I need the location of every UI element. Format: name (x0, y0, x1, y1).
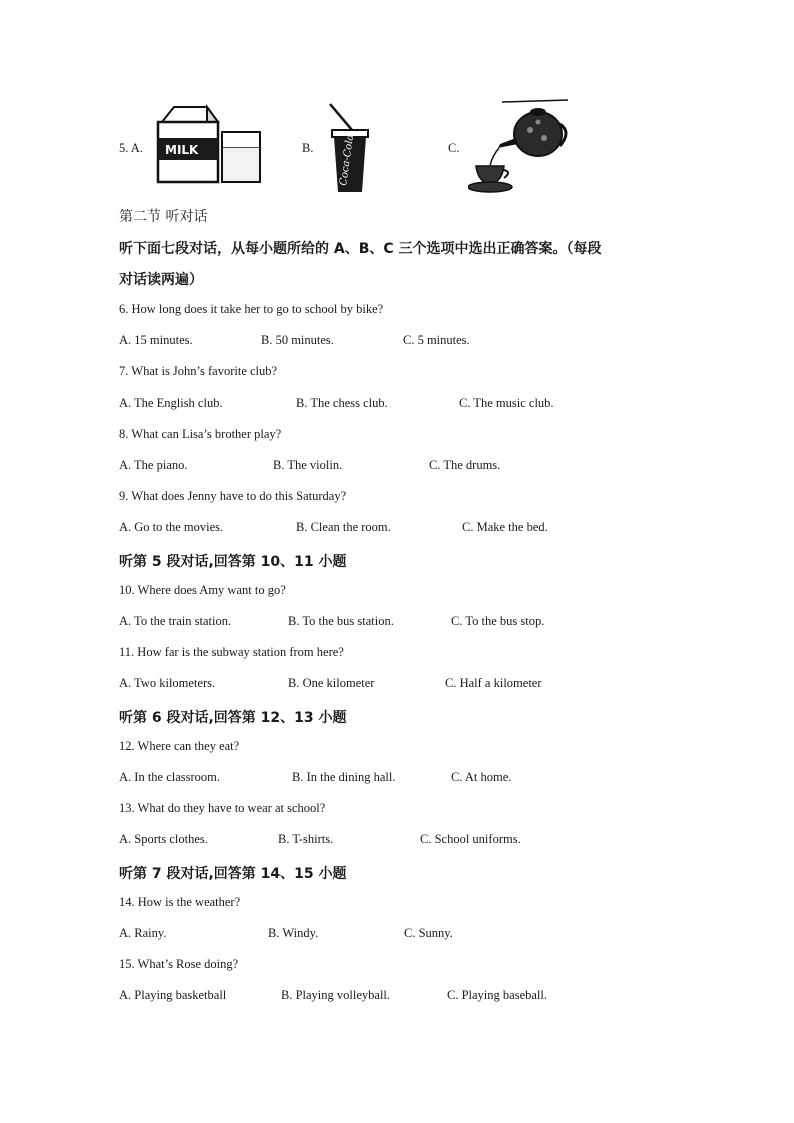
instructions-line-2: 对话读两遍） (119, 272, 203, 288)
option-c: C. The music club. (459, 396, 554, 410)
dialogue-6-heading: 听第 6 段对话,回答第 12、13 小题 (119, 710, 347, 726)
option-c: C. Playing baseball. (447, 988, 547, 1002)
question-text: 13. What do they have to wear at school? (119, 801, 326, 815)
question-text: 6. How long does it take her to go to school by bike? (119, 302, 384, 316)
option-c: C. Sunny. (404, 926, 453, 940)
dialogue-5-heading: 听第 5 段对话,回答第 10、11 小题 (119, 554, 347, 570)
q5-option-a-label: 5. A. (119, 141, 143, 155)
question-text: 11. How far is the subway station from here? (119, 645, 344, 659)
option-c: C. School uniforms. (420, 832, 521, 846)
option-c: C. Half a kilometer (445, 676, 542, 690)
option-a: A. The English club. (119, 396, 223, 410)
question-text: 15. What’s Rose doing? (119, 957, 239, 971)
question-text: 8. What can Lisa’s brother play? (119, 427, 282, 441)
option-a: A. Playing basketball (119, 988, 227, 1002)
instructions-line-1: 听下面七段对话，从每小题所给的 A、B、C 三个选项中选出正确答案。（每段 (119, 241, 602, 257)
option-a: A. The piano. (119, 458, 188, 472)
question-text: 9. What does Jenny have to do this Saturday? (119, 489, 347, 503)
option-c: C. 5 minutes. (403, 333, 470, 347)
milk-carton-and-glass-image (152, 104, 264, 186)
option-c: C. Make the bed. (462, 520, 548, 534)
soda-cup-image (324, 100, 374, 194)
option-b: B. One kilometer (288, 676, 375, 690)
option-a: A. In the classroom. (119, 770, 221, 784)
option-c: C. The drums. (429, 458, 501, 472)
option-a: A. Two kilometers. (119, 676, 216, 690)
option-b: B. The violin. (273, 458, 343, 472)
option-b: B. The chess club. (296, 396, 388, 410)
option-b: B. In the dining hall. (292, 770, 396, 784)
option-b: B. Clean the room. (296, 520, 391, 534)
option-a: A. Sports clothes. (119, 832, 208, 846)
q5-option-b-label: B. (302, 141, 314, 155)
option-b: B. 50 minutes. (261, 333, 334, 347)
dialogue-7-heading: 听第 7 段对话,回答第 14、15 小题 (119, 866, 347, 882)
question-text: 10. Where does Amy want to go? (119, 583, 286, 597)
question-text: 12. Where can they eat? (119, 739, 240, 753)
option-b: B. Playing volleyball. (281, 988, 391, 1002)
option-c: C. To the bus stop. (451, 614, 545, 628)
option-b: B. Windy. (268, 926, 319, 940)
milk-label-text: MILK (165, 143, 199, 157)
option-a: A. Rainy. (119, 926, 167, 940)
option-c: C. At home. (451, 770, 512, 784)
option-a: A. 15 minutes. (119, 333, 193, 347)
teapot-and-teacup-image (468, 98, 570, 196)
option-b: B. T-shirts. (278, 832, 334, 846)
option-a: A. To the train station. (119, 614, 232, 628)
question-text: 7. What is John’s favorite club? (119, 364, 278, 378)
section-title: 第二节 听对话 (119, 209, 208, 225)
option-a: A. Go to the movies. (119, 520, 224, 534)
question-text: 14. How is the weather? (119, 895, 241, 909)
q5-option-c-label: C. (448, 141, 460, 155)
cup-brand-text: Coca-Cola (338, 133, 357, 187)
option-b: B. To the bus station. (288, 614, 394, 628)
